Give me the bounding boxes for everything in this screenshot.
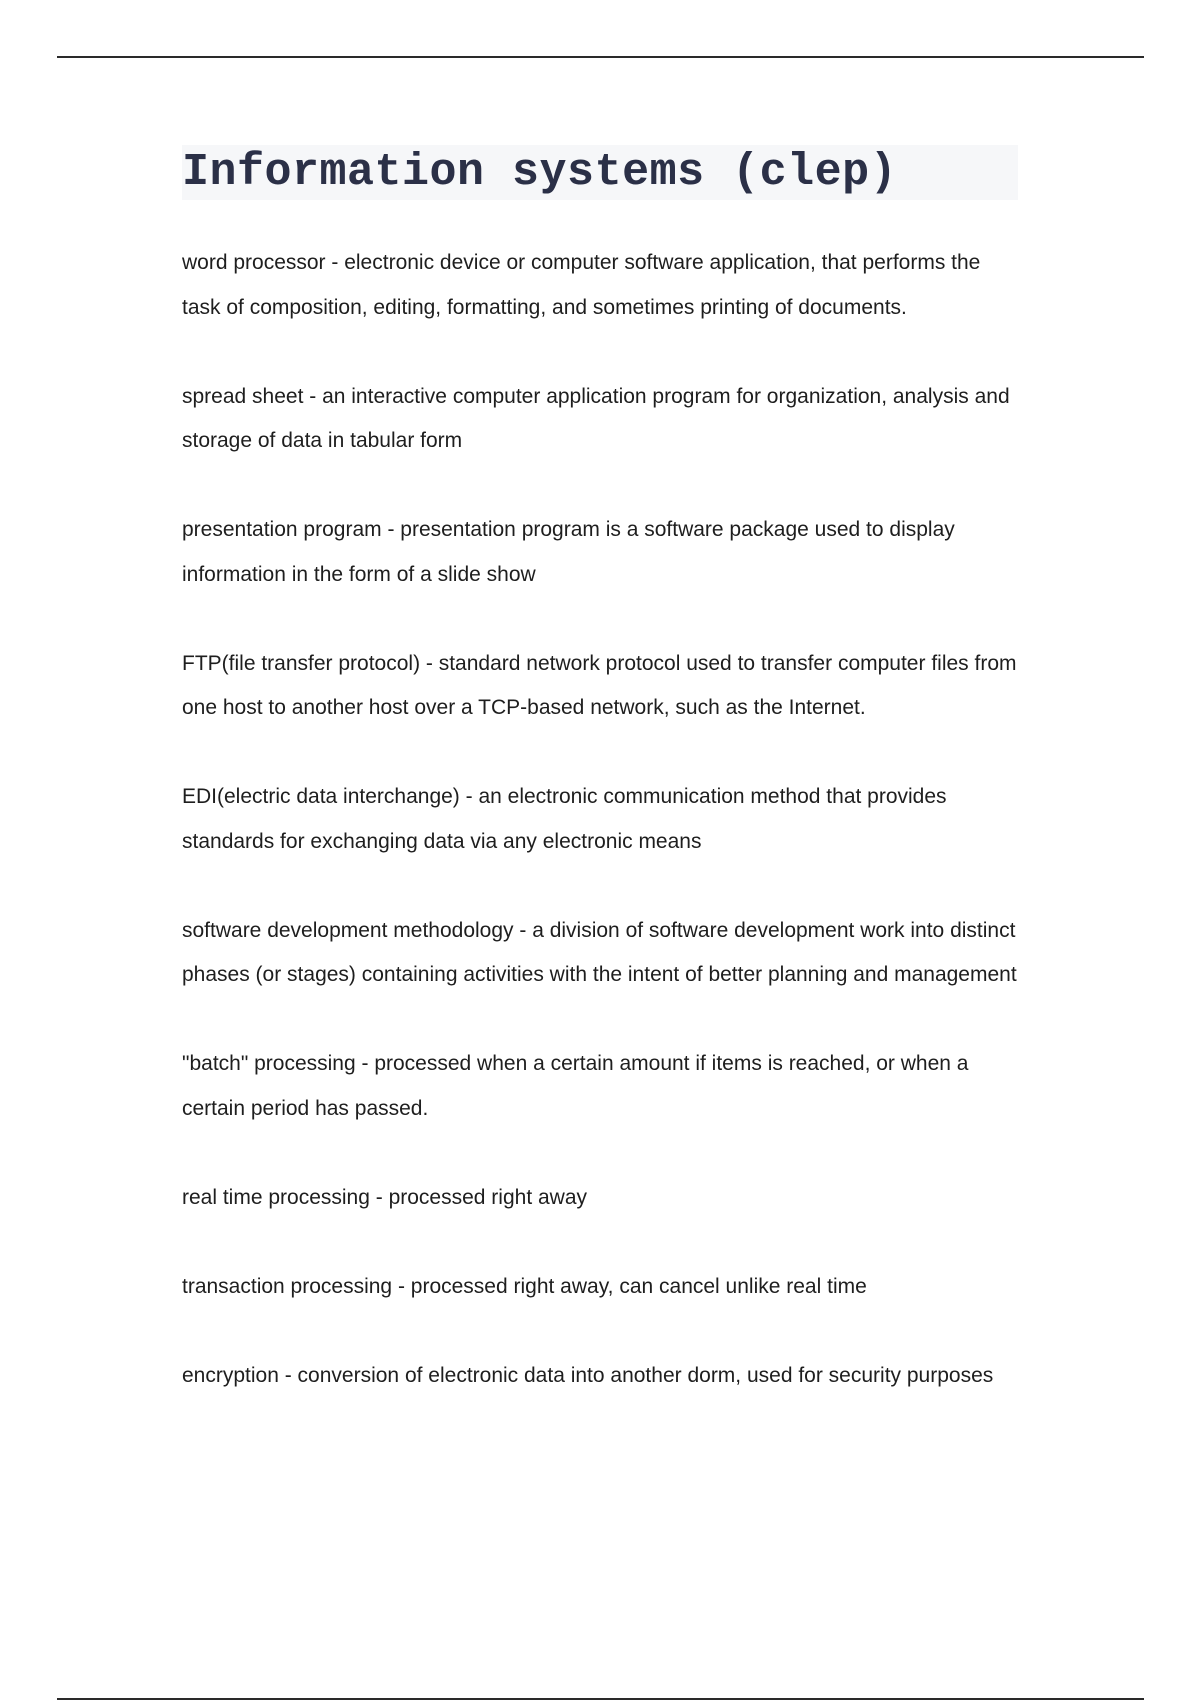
top-divider (57, 56, 1144, 58)
definition-entry-edi: EDI(electric data interchange) - an electronic communication method that provides standards for exchanging data via any electronic means (182, 785, 947, 853)
title-banner (182, 145, 1018, 200)
definition-list (182, 241, 1022, 1398)
definition-entry-presentation-program: presentation program - presentation program is a software package used to display information in the form of a slide show (182, 518, 955, 586)
definition-entry-software-development-methodology: software development methodology - a division of software development work into distinct phases (or stages) containing activities with the intent of better planning and management (182, 918, 1017, 986)
page-title: Information systems (clep) (182, 147, 898, 198)
definition-entry-spread-sheet: spread sheet - an interactive computer application program for organization, analysis and storage of data in tabular form (182, 384, 1010, 452)
definition-entry-ftp: FTP(file transfer protocol) - standard network protocol used to transfer computer files from one host to another host over a TCP-based network, such as the Internet. (182, 651, 1017, 719)
document-body (182, 145, 1022, 1443)
definition-entry-word-processor: word processor - electronic device or computer software application, that performs the task of composition, editing, formatting, and sometimes printing of documents. (182, 251, 981, 319)
definition-entry-batch-processing: "batch" processing - processed when a certain amount if items is reached, or when a certain period has passed. (182, 1052, 969, 1120)
definition-entry-real-time-processing: real time processing - processed right away (182, 1185, 588, 1209)
definition-entry-encryption: encryption - conversion of electronic data into another dorm, used for security purposes (182, 1363, 994, 1387)
definition-entry-transaction-processing: transaction processing - processed right away, can cancel unlike real time (182, 1274, 867, 1298)
